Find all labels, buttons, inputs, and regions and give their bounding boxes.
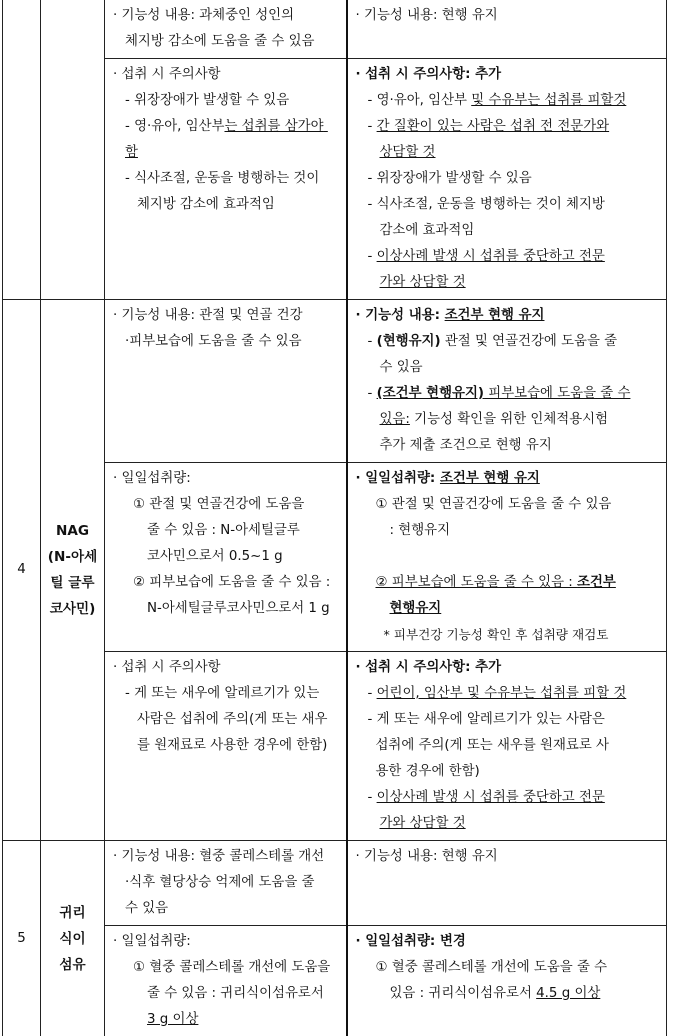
item-name-line: NAG [43, 518, 102, 544]
text-span: · 기능성 내용: [356, 308, 445, 323]
s3-caution-old [105, 59, 347, 300]
s3-caution-new [347, 59, 667, 300]
text-line: 체지방 감소에 효과적임 [113, 192, 340, 218]
text-span: 있음 : 귀리식이섬유로서 [390, 986, 537, 1001]
bold-text: (조건부 현행유지) [377, 386, 484, 401]
text-line [356, 466, 661, 492]
s5-num-cell [3, 841, 41, 1036]
text-line: 줄 수 있음 : N-아세틸글루 [113, 518, 340, 544]
text-line: ·피부보습에 도움을 줄 수 있음 [113, 329, 340, 355]
s5-name-cell [41, 841, 105, 1036]
text-line [356, 140, 661, 166]
s5-functionality-new [347, 841, 667, 926]
text-line [356, 88, 661, 114]
text-span: - [368, 119, 377, 134]
text-line: ① 혈중 콜레스테롤 개선에 도움을 줄 수 [356, 955, 661, 981]
s3-functionality-row [3, 0, 667, 59]
text-line: ·식후 혈당상승 억제에 도움을 줄 [113, 870, 340, 896]
item-name-line: 틸 글루 [43, 570, 102, 596]
text-line: · 섭취 시 주의사항 [113, 655, 340, 681]
bold-underlined-text: 현행유지 [390, 601, 442, 616]
s3-num-cell [3, 0, 41, 300]
s4-name-cell [41, 300, 105, 841]
item-name-line: 식이 [43, 926, 102, 952]
text-line: - 이상사례 발생 시 섭취를 중단하고 전문 [356, 785, 661, 811]
underlined-text: 조건부 현행 유지 [445, 308, 545, 323]
item-name-line: 코사민) [43, 596, 102, 622]
text-span: · 일일섭취량: [356, 471, 440, 486]
underlined-text: 피부보습에 도움을 줄 수 [484, 386, 630, 401]
text-line: · 기능성 내용: 혈중 콜레스테롤 개선 [113, 844, 340, 870]
text-line: · 섭취 시 주의사항: 추가 [356, 62, 661, 88]
comparison-table [2, 0, 667, 1036]
text-line: 용한 경우에 한함) [356, 759, 661, 785]
spacer [356, 544, 661, 570]
text-line [356, 303, 661, 329]
s4-caution-old [105, 652, 347, 841]
underlined-text: 이상사례 발생 시 섭취를 중단하고 전문 [377, 249, 605, 264]
text-line: · 기능성 내용: 현행 유지 [356, 844, 661, 870]
text-line [356, 929, 661, 955]
text-span: · 일일섭취량: [356, 934, 440, 949]
text-span: - [368, 249, 377, 264]
text-span: - 영·유아, 임산부 [368, 93, 472, 108]
s5-functionality-row [3, 841, 667, 926]
text-line [356, 811, 661, 837]
s3-functionality-new [347, 0, 667, 59]
text-line: ① 관절 및 연골건강에 도움을 [113, 492, 340, 518]
bold-text: 변경 [440, 934, 466, 949]
bold-text: (현행유지) [377, 334, 441, 349]
underlined-text: 이상사례 발생 시 섭취를 중단하고 전문 [377, 790, 605, 805]
text-line: · 일일섭취량: [113, 929, 340, 955]
text-line: - 어린이, 임산부 및 수유부는 섭취를 피할 것 [356, 681, 661, 707]
underlined-text: 및 수유부는 섭취를 피할것 [471, 93, 626, 108]
text-line [356, 981, 661, 1007]
text-line [113, 1007, 340, 1033]
text-line: 수 있음 [113, 896, 340, 922]
s5-intake-new [347, 926, 667, 1036]
underlined-text: 가와 상담할 것 [380, 816, 466, 831]
text-line [356, 407, 661, 433]
text-line: · 기능성 내용: 현행 유지 [356, 3, 661, 29]
s4-intake-new [347, 463, 667, 652]
underlined-text: 상담할 것 [380, 145, 436, 160]
text-line [356, 114, 661, 140]
s4-functionality-row [3, 300, 667, 463]
s5-functionality-old [105, 841, 347, 926]
item-name-line: 귀리 [43, 900, 102, 926]
text-line: 감소에 효과적임 [356, 218, 661, 244]
text-line: 체지방 감소에 도움을 줄 수 있음 [113, 29, 340, 55]
text-line: 사람은 섭취에 주의(게 또는 새우 [113, 707, 340, 733]
text-line: ② 피부보습에 도움을 줄 수 있음 : [113, 570, 340, 596]
text-span: 관절 및 연골건강에 도움을 줄 [441, 334, 618, 349]
text-line: : 현행유지 [356, 518, 661, 544]
text-line: - (조건부 현행유지) 피부보습에 도움을 줄 수 [356, 381, 661, 407]
row-number: 4 [17, 562, 26, 577]
text-line [356, 244, 661, 270]
text-span: 기능성 확인을 위한 인체적용시험 [410, 412, 608, 427]
underlined-text: 는 섭취를 삼가야 함 [125, 119, 328, 160]
footnote: * 피부건강 기능성 확인 후 섭취량 재검토 [356, 622, 661, 648]
underlined-text: 간 질환이 있는 사람은 섭취 전 전문가와 [377, 119, 610, 134]
underlined-text: 조건부 현행 유지 [440, 471, 540, 486]
item-name-line: (N-아세 [43, 544, 102, 570]
text-line: · 기능성 내용: 과체중인 성인의 [113, 3, 340, 29]
text-span: - 영·유아, 임산부 [125, 119, 224, 134]
text-line [356, 596, 661, 622]
underlined-text: 어린이, 임산부 및 수유부는 섭취를 피할 것 [377, 686, 627, 701]
s3-name-cell [41, 0, 105, 300]
text-line: 추가 제출 조건으로 현행 유지 [356, 433, 661, 459]
s4-intake-old [105, 463, 347, 652]
text-line: 코사민으로서 0.5~1 g [113, 544, 340, 570]
underlined-text: 3 g 이상 [147, 1012, 198, 1027]
text-line [113, 114, 340, 166]
text-line: 수 있음 [356, 355, 661, 381]
text-line: - 식사조절, 운동을 병행하는 것이 [113, 166, 340, 192]
text-line: 섭취에 주의(게 또는 새우를 원재료로 사 [356, 733, 661, 759]
text-line: · 섭취 시 주의사항 [113, 62, 340, 88]
s4-num-cell [3, 300, 41, 841]
text-line: - 식사조절, 운동을 병행하는 것이 체지방 [356, 192, 661, 218]
text-line: - 게 또는 새우에 알레르기가 있는 [113, 681, 340, 707]
s4-caution-new [347, 652, 667, 841]
text-line: · 기능성 내용: 관절 및 연골 건강 [113, 303, 340, 329]
item-name-line: 섬유 [43, 952, 102, 978]
underlined-text: ② 피부보습에 도움을 줄 수 있음 : [376, 575, 578, 590]
text-line: - 위장장애가 발생할 수 있음 [356, 166, 661, 192]
bold-underlined-text: 조건부 [577, 575, 616, 590]
text-line: N-아세틸글루코사민으로서 1 g [113, 596, 340, 622]
s4-functionality-new [347, 300, 667, 463]
text-line: - (현행유지) 관절 및 연골건강에 도움을 줄 [356, 329, 661, 355]
text-line: ① 관절 및 연골건강에 도움을 줄 수 있음 [356, 492, 661, 518]
text-line [356, 270, 661, 296]
s4-functionality-old [105, 300, 347, 463]
text-line: - 게 또는 새우에 알레르기가 있는 사람은 [356, 707, 661, 733]
underlined-text: 4.5 g 이상 [536, 986, 600, 1001]
row-number: 5 [17, 931, 26, 946]
text-line: - 위장장애가 발생할 수 있음 [113, 88, 340, 114]
text-line: ① 혈중 콜레스테롤 개선에 도움을 [113, 955, 340, 981]
s3-functionality-old [105, 0, 347, 59]
underlined-text: 있음: [380, 412, 410, 427]
text-line: · 섭취 시 주의사항: 추가 [356, 655, 661, 681]
text-line: 줄 수 있음 : 귀리식이섬유로서 [113, 981, 340, 1007]
s5-intake-old [105, 926, 347, 1036]
underlined-text: 가와 상담할 것 [380, 275, 466, 290]
text-line [356, 570, 661, 596]
text-line: · 일일섭취량: [113, 466, 340, 492]
text-line: 를 원재료로 사용한 경우에 한함) [113, 733, 340, 759]
